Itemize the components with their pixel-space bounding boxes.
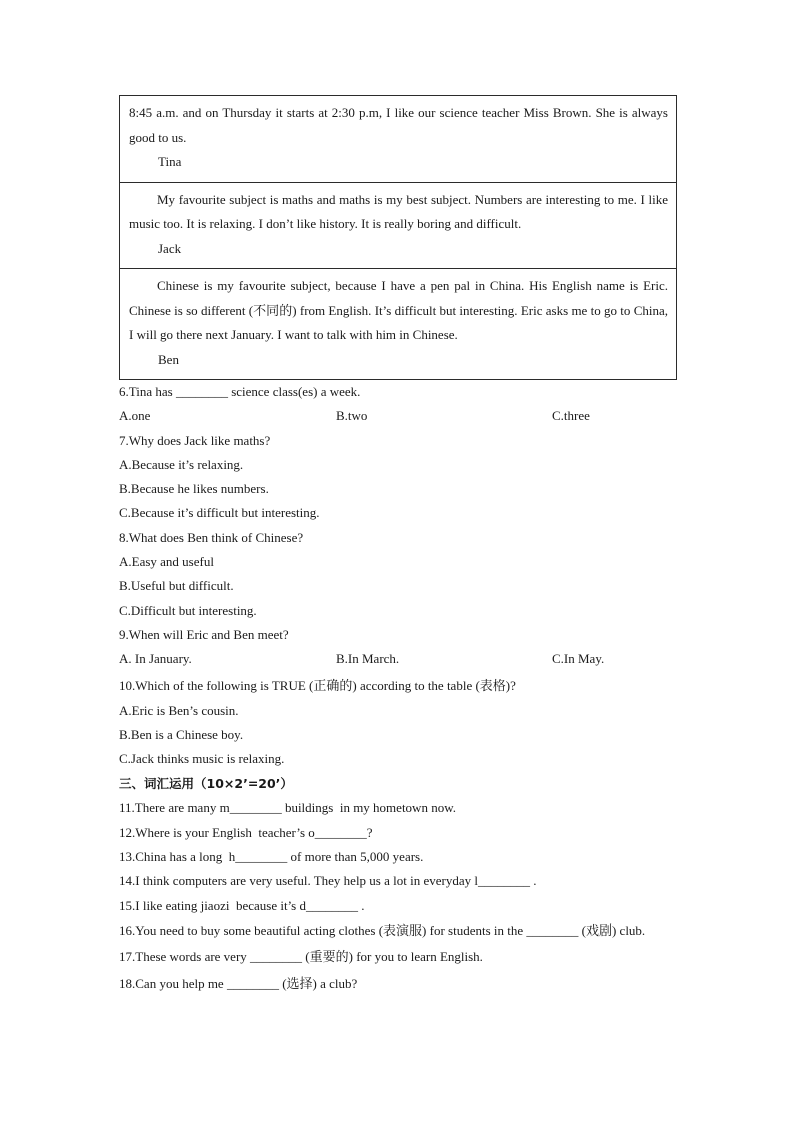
vocab-item: 12.Where is your English teacher’s o________? — [119, 824, 373, 840]
vocab-item: 13.China has a long h________ of more than 5,000 years. — [119, 849, 424, 865]
question-stem: 7.Why does Jack like maths? — [119, 432, 271, 448]
option-c: C.three — [552, 408, 590, 424]
option-b: B.Because he likes numbers. — [119, 481, 269, 497]
question-7 — [119, 429, 677, 526]
passage-signature: Tina — [158, 154, 182, 169]
question-stem: 9.When will Eric and Ben meet? — [119, 626, 289, 642]
vocab-list — [119, 796, 677, 997]
question-10 — [119, 672, 677, 772]
option-c: C.Difficult but interesting. — [119, 602, 257, 618]
passage-signature: Jack — [158, 240, 182, 256]
vocab-item: 11.There are many m________ buildings in my hometown now. — [119, 800, 456, 816]
worksheet-page — [119, 95, 677, 997]
option-a: A.one — [119, 408, 151, 424]
question-stem: 10.Which of the following is TRUE (正确的) according to the table (表格)? — [119, 677, 516, 693]
question-6 — [119, 380, 677, 429]
vocab-item: 14.I think computers are very useful. They help us a lot in everyday l________ . — [119, 873, 537, 889]
option-a: A.Because it’s relaxing. — [119, 456, 244, 472]
passage-ben — [120, 268, 676, 379]
question-options — [119, 404, 677, 428]
option-b: B.In March. — [336, 651, 400, 667]
passage-signature: Ben — [158, 351, 179, 367]
passage-text: My favourite subject is maths and maths is my best subject. Numbers are interesting to me. I like music too. It is relaxing. I don’t like history. It is really boring and difficult. — [129, 191, 668, 231]
reading-table — [119, 95, 677, 380]
option-b: B.Ben is a Chinese boy. — [119, 726, 244, 742]
passage-tina — [120, 96, 676, 182]
question-8 — [119, 526, 677, 623]
option-a: A.Easy and useful — [119, 554, 214, 570]
option-c: C.Because it’s difficult but interesting. — [119, 505, 320, 521]
question-options — [119, 647, 677, 671]
vocab-item: 18.Can you help me ________ (选择) a club? — [119, 976, 358, 992]
option-a: A.Eric is Ben’s cousin. — [119, 702, 239, 718]
option-a: A. In January. — [119, 651, 192, 667]
passage-text: Chinese is my favourite subject, because I have a pen pal in China. His English name is Eric. Chinese is so different (不同的) from English. It’s difficult but interesting. Eric asks me to go to China, I will go there next January. I want to talk with him in Chinese. — [129, 278, 668, 342]
option-c: C.Jack thinks music is relaxing. — [119, 751, 285, 767]
question-9 — [119, 623, 677, 672]
passage-jack — [120, 182, 676, 269]
question-stem: 6.Tina has ________ science class(es) a week. — [119, 384, 361, 399]
vocab-item: 16.You need to buy some beautiful acting clothes (表演服) for students in the ________ (戏剧) club. — [119, 922, 646, 938]
question-stem: 8.What does Ben think of Chinese? — [119, 529, 304, 545]
vocab-item: 15.I like eating jiaozi because it’s d________ . — [119, 897, 365, 913]
option-b: B.two — [336, 408, 368, 424]
option-b: B.Useful but difficult. — [119, 578, 234, 594]
section-3-title: 三、词汇运用（10×2’=20’） — [119, 776, 293, 792]
vocab-item: 17.These words are very ________ (重要的) for you to learn English. — [119, 949, 483, 965]
passage-text: 8:45 a.m. and on Thursday it starts at 2:30 p.m, I like our science teacher Miss Brown. She is always good to us. — [129, 105, 668, 145]
option-c: C.In May. — [552, 651, 605, 667]
